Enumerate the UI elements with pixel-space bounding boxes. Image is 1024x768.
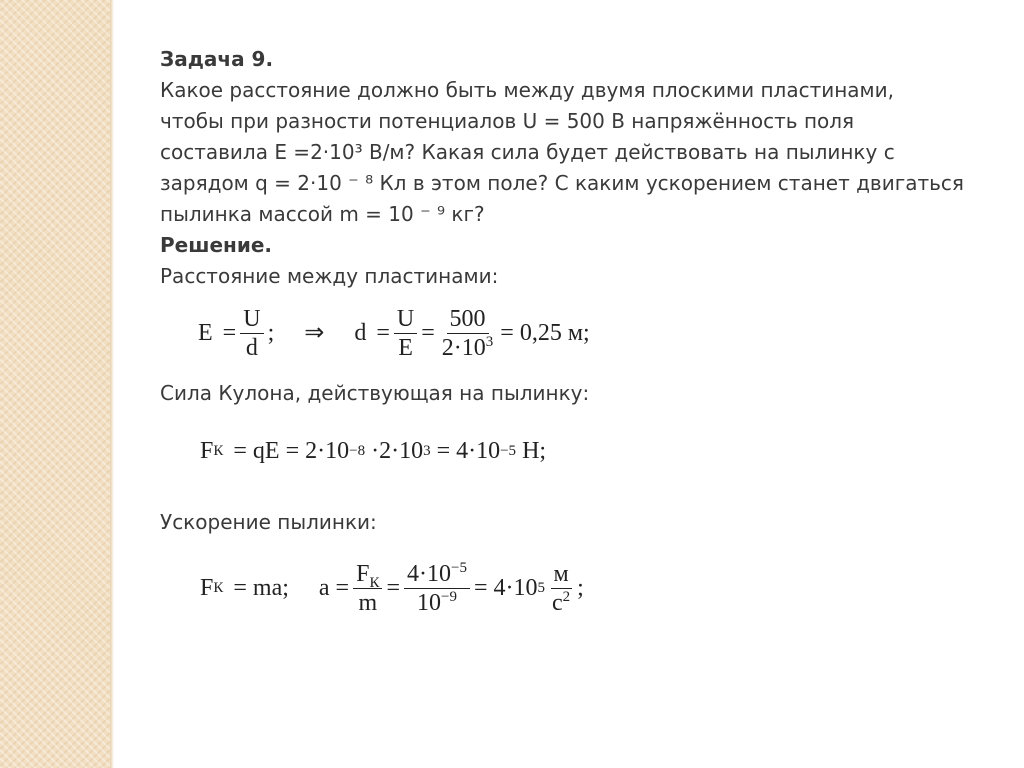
formula-part: ·2·10 (371, 437, 424, 464)
task-line-1: Какое расстояние должно быть между двумя плоскими пластинами, (160, 78, 894, 102)
formula-part: = ma; (233, 574, 289, 601)
formula-part: = qE = 2·10 (233, 437, 350, 464)
acceleration-label: Ускорение пылинки: (160, 510, 377, 534)
fraction-U-over-E (394, 305, 417, 362)
task-line-2: чтобы при разности потенциалов U = 500 В напряжённость поля (160, 109, 855, 133)
fraction-denominator: m (358, 589, 378, 616)
coulomb-label: Сила Кулона, действующая на пылинку: (160, 381, 590, 405)
formula-distance (198, 302, 1000, 364)
formula-semicolon: ; (267, 319, 275, 346)
task-line-3: составила Е =2·10³ В/м? Какая сила будет действовать на пылинку с (160, 140, 895, 164)
fraction-4e-5-over-1e-9 (404, 560, 470, 617)
formula-d: d (354, 319, 367, 346)
fraction-F-over-m (353, 560, 382, 617)
unit-denominator: $с^2$ (552, 588, 571, 616)
formula-equals: = (421, 319, 435, 346)
fraction-denominator: $2\cdot 10^3$ (441, 333, 494, 361)
fraction-numerator: U (394, 305, 417, 334)
formula-E: E (198, 319, 213, 346)
implies-arrow: ⇒ (304, 319, 325, 346)
formula-coulomb: F К = qE = 2·10 −8 ·2·10 3 = 4·10 −5 Н; (200, 431, 1000, 471)
formula-semicolon: ; (577, 574, 584, 601)
formula-result: = 0,25 м; (500, 319, 590, 346)
fraction-denominator: d (245, 334, 258, 361)
fraction-U-over-d (240, 305, 263, 362)
formula-equals: = (376, 319, 390, 346)
distance-label: Расстояние между пластинами: (160, 264, 499, 288)
formula-part: Н; (522, 437, 547, 464)
formula-equals: = (222, 319, 237, 346)
task-title: Задача 9. (160, 47, 274, 71)
fraction-numerator: $F_К$ (353, 560, 382, 589)
task-line-5: пылинка массой m = 10 ⁻ ⁹ кг? (160, 202, 485, 226)
unit-numerator: м (551, 560, 572, 589)
formula-part: a = (318, 574, 350, 601)
fraction-numerator: 500 (447, 305, 489, 334)
fraction-500-over-2e3 (439, 305, 497, 362)
formula-F: F (200, 574, 214, 601)
fraction-numerator: $4\cdot 10^{-5}$ (404, 560, 470, 589)
formula-equals: = (386, 574, 401, 601)
slide-content (160, 44, 1000, 620)
formula-part: = 4·10 (473, 574, 538, 601)
decorative-side-band (0, 0, 110, 768)
solution-label: Решение. (160, 233, 273, 257)
side-band-edge (110, 0, 114, 768)
fraction-numerator: U (240, 305, 263, 334)
task-line-4: зарядом q = 2·10 ⁻ ⁸ Кл в этом поле? С каким ускорением станет двигаться (160, 171, 964, 195)
formula-part: = 4·10 (436, 437, 501, 464)
formula-acceleration: F К = ma; a = $\frac{F_К}{m}$ = $\frac{4\cdot 10^{-5}}{10^{-9}}$ = 4·10 5 $\frac{м}{с^2}$ ; (200, 559, 584, 616)
fraction-denominator: $10^{-9}$ (417, 588, 457, 616)
fraction-denominator: E (398, 334, 413, 361)
formula-F: F (200, 437, 214, 464)
fraction-units (549, 560, 573, 617)
